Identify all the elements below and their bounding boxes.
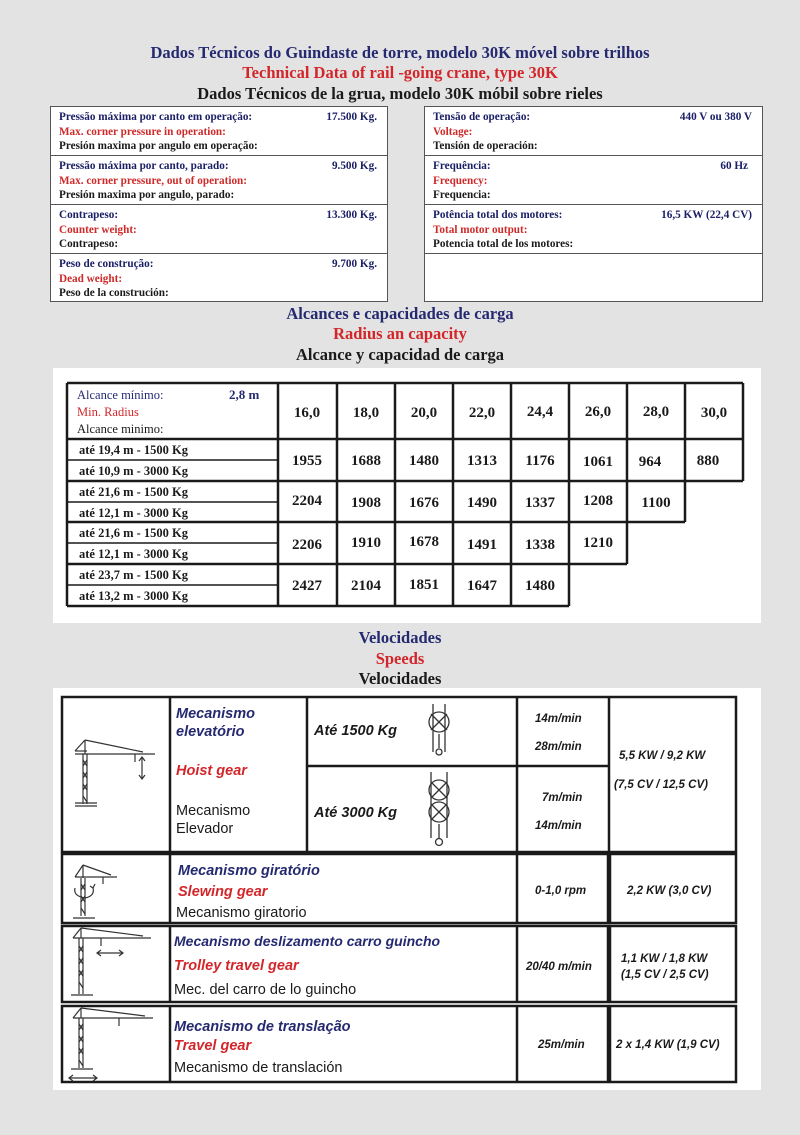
hoist-name-pt: Mecanismo: [176, 706, 255, 722]
spec-label-pt: Pressão máxima por canto, parado:: [59, 160, 229, 172]
spec-row: [425, 107, 762, 156]
spec-label-en: Total motor output:: [433, 223, 528, 236]
capacity-cell: 1688: [351, 453, 381, 469]
capacity-cell: 880: [696, 453, 720, 469]
capacity-cell: 1491: [467, 537, 497, 553]
slewing-crane-icon: [73, 865, 117, 918]
spec-label-pt: Tensão de operação:: [433, 111, 531, 123]
hoist-crane-icon: [75, 740, 155, 806]
trolley-crane-icon: [71, 928, 151, 995]
spec-label-es: Peso de la construción:: [59, 287, 169, 299]
radius-header: 22,0: [468, 405, 496, 421]
spec-value: 440 V ou 380 V: [679, 111, 752, 123]
spec-label-es: Presión maxima por angulo, parado:: [59, 189, 235, 201]
spec-row: [425, 205, 762, 254]
spec-label-es: Presión maxima por angulo em operação:: [59, 140, 258, 152]
trolley-speed: 20/40 m/min: [526, 961, 592, 973]
capacity-cell: 2204: [292, 493, 322, 509]
capacity-cell: 1176: [525, 453, 555, 469]
min-radius-value: 2,8 m: [229, 387, 260, 402]
speeds-table: [53, 688, 761, 1090]
spec-value: 13.300 Kg.: [326, 209, 377, 221]
slewing-name-en: Slewing gear: [178, 884, 268, 900]
spec-row: [51, 107, 387, 156]
spec-label-pt: Pressão máxima por canto em operação:: [59, 111, 253, 123]
hoist-name-es-2: Elevador: [176, 821, 234, 837]
spec-label-pt: Contrapeso:: [59, 209, 119, 221]
radius-title-pt: Alcances e capacidades de carga: [286, 304, 514, 323]
capacity-cell: 1908: [351, 495, 381, 511]
row-label-1500: até 21,6 m - 1500 Kg: [79, 485, 189, 499]
spec-row: [51, 156, 387, 205]
spec-value: 9.700 Kg.: [331, 258, 377, 270]
capacity-cell: 1480: [525, 578, 555, 594]
travel-name-en: Travel gear: [174, 1038, 252, 1054]
spec-label-en: Max. corner pressure, out of operation:: [59, 174, 247, 187]
spec-row-empty: [425, 254, 762, 301]
spec-label-en: Frequency:: [433, 174, 488, 187]
specs-right-box: [424, 106, 763, 302]
slewing-name-pt: Mecanismo giratório: [178, 863, 320, 879]
travel-crane-icon: [69, 1008, 153, 1081]
capacity-cell: 1337: [525, 495, 555, 511]
radius-header: 24,4: [526, 404, 554, 420]
travel-name-es: Mecanismo de translación: [174, 1060, 343, 1076]
title-es: Dados Técnicos de la grua, modelo 30K móbil sobre rieles: [197, 84, 603, 103]
spec-label-pt: Frequência:: [433, 160, 491, 172]
capacity-cell: 1313: [467, 453, 497, 469]
row-label-3000: até 13,2 m - 3000 Kg: [79, 589, 189, 603]
capacity-cell: 1678: [409, 534, 439, 550]
spec-value: 9.500 Kg.: [331, 160, 377, 172]
trolley-name-pt: Mecanismo deslizamento carro guincho: [174, 933, 441, 949]
capacity-cell: 1647: [467, 578, 497, 594]
min-radius-label-en: Min. Radius: [77, 405, 139, 419]
trolley-power: 1,1 KW / 1,8 KW: [621, 953, 708, 965]
radius-header: 28,0: [642, 404, 670, 420]
travel-speed: 25m/min: [538, 1039, 585, 1051]
row-label-1500: até 19,4 m - 1500 Kg: [79, 443, 189, 457]
capacity-cell: 2206: [292, 537, 322, 553]
slewing-power: 2,2 KW (3,0 CV): [627, 885, 712, 897]
row-label-1500: até 21,6 m - 1500 Kg: [79, 526, 189, 540]
spec-row: [425, 156, 762, 205]
slewing-name-es: Mecanismo giratorio: [176, 905, 307, 921]
trolley-power: (1,5 CV / 2,5 CV): [621, 969, 709, 981]
hoist-name-es: Mecanismo: [176, 803, 251, 819]
radius-panel: [53, 368, 761, 623]
trolley-name-es: Mec. del carro de lo guincho: [174, 982, 357, 998]
travel-name-pt: Mecanismo de translação: [174, 1019, 351, 1035]
capacity-cell: 2427: [292, 578, 322, 594]
title-en: Technical Data of rail -going crane, type 30K: [242, 63, 558, 82]
spec-label-es: Tensión de operación:: [433, 140, 538, 152]
hook-icon: [429, 704, 449, 755]
capacity-cell: 1100: [641, 495, 671, 511]
capacity-cell: 964: [638, 454, 662, 470]
spec-value: 17.500 Kg.: [326, 111, 377, 123]
row-label-3000: até 10,9 m - 3000 Kg: [79, 464, 189, 478]
row-label-3000: até 12,1 m - 3000 Kg: [79, 547, 189, 561]
spec-label-en: Counter weight:: [59, 223, 137, 236]
row-label-1500: até 23,7 m - 1500 Kg: [79, 568, 189, 582]
hoist-power: 5,5 KW / 9,2 KW: [619, 750, 706, 762]
spec-row: [51, 205, 387, 254]
spec-label-en: Voltage:: [433, 125, 473, 138]
hoist-speed: 14m/min: [535, 713, 582, 725]
capacity-cell: 2104: [351, 578, 381, 594]
specs-left-box: [50, 106, 388, 302]
spec-value: 60 Hz: [720, 160, 748, 172]
speeds-title-pt: Velocidades: [358, 628, 442, 647]
capacity-cell: 1210: [583, 535, 613, 551]
travel-power: 2 x 1,4 KW (1,9 CV): [616, 1039, 720, 1051]
capacity-cell: 1480: [409, 453, 439, 469]
capacity-cell: 1338: [525, 537, 555, 553]
min-radius-label-es: Alcance minimo:: [77, 422, 164, 436]
capacity-cell: 1955: [292, 453, 322, 469]
radius-title-es: Alcance y capacidad de carga: [295, 345, 505, 364]
radius-header: 20,0: [410, 405, 438, 421]
hoist-speed: 14m/min: [535, 820, 582, 832]
title-pt: Dados Técnicos do Guindaste de torre, modelo 30K móvel sobre trilhos: [150, 43, 650, 62]
spec-label-es: Contrapeso:: [59, 238, 119, 250]
capacity-cell: 1490: [467, 495, 497, 511]
hoist-power: (7,5 CV / 12,5 CV): [614, 779, 708, 791]
speeds-title-es: Velocidades: [358, 669, 442, 688]
radius-header: 30,0: [700, 405, 728, 421]
hoist-load-1500: Até 1500 Kg: [314, 723, 398, 739]
radius-header: 26,0: [584, 404, 612, 420]
radius-header: 16,0: [293, 405, 321, 421]
row-label-3000: até 12,1 m - 3000 Kg: [79, 506, 189, 520]
spec-label-en: Dead weight:: [59, 272, 123, 285]
min-radius-label-pt: Alcance mínimo:: [77, 388, 164, 402]
spec-label-pt: Peso de construção:: [59, 258, 154, 270]
radius-capacity-table: [53, 368, 761, 623]
spec-label-es: Potencia total de los motores:: [433, 238, 574, 250]
spec-label-pt: Potência total dos motores:: [433, 209, 563, 221]
spec-value: 16,5 KW (22,4 CV): [661, 209, 752, 221]
hoist-load-3000: Até 3000 Kg: [314, 805, 398, 821]
hoist-speed: 28m/min: [535, 741, 582, 753]
hoist-name-pt-2: elevatório: [176, 724, 245, 740]
radius-title-en: Radius an capacity: [333, 324, 467, 343]
hoist-name-en: Hoist gear: [176, 763, 247, 779]
slewing-speed: 0-1,0 rpm: [535, 885, 587, 897]
capacity-cell: 1851: [409, 577, 439, 593]
capacity-cell: 1208: [583, 493, 613, 509]
capacity-cell: 1910: [351, 535, 381, 551]
hoist-speed: 7m/min: [542, 792, 583, 804]
spec-row: [51, 254, 387, 301]
speeds-panel: [53, 688, 761, 1090]
capacity-cell: 1061: [583, 454, 613, 470]
trolley-name-en: Trolley travel gear: [174, 958, 299, 974]
spec-label-es: Frequencia:: [433, 189, 491, 201]
spec-label-en: Max. corner pressure in operation:: [59, 125, 226, 138]
hook-icon: [429, 772, 449, 846]
capacity-cell: 1676: [409, 495, 439, 511]
radius-header: 18,0: [352, 405, 380, 421]
speeds-title-en: Speeds: [375, 649, 425, 668]
